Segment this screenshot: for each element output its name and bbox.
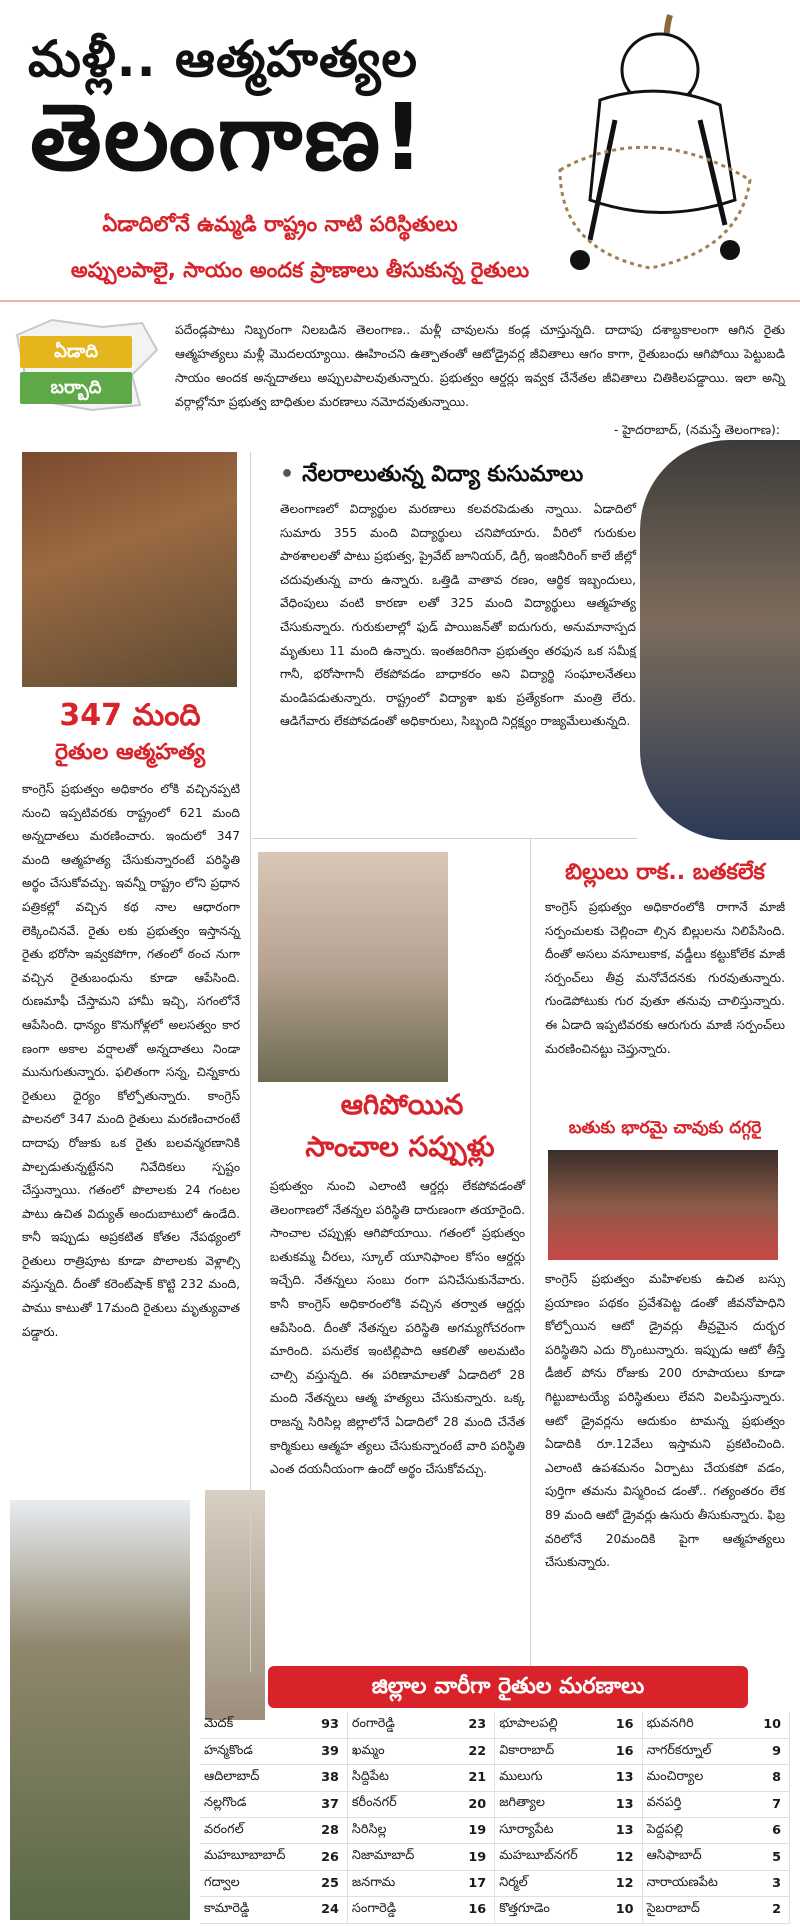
photo-auto-driver-family [548,1150,778,1260]
district-table [200,1712,790,1924]
weaver-story-body: ప్రభుత్వం నుంచి ఎలాంటి ఆర్డర్లు లేకపోవడంతో తెలంగాణలో నేతన్నల పరిస్థితి దారుణంగా తయారైంది. సాంచాల చప్పుళ్లు ఆగిపోయాయి. గతంలో ప్రభుత్వం బతుకమ్మ చీరలు, స్కూల్ యూనిఫాంల కోసం ఆర్డర్లు ఇచ్చేది. నేతన్నలు సంబు రంగా పనిచేసుకునేవారు. కానీ కాంగ్రెస్ అధికారంలోకి వచ్చిన తర్వాత ఆర్డర్లు ఆపేసింది. దీంతో నేతన్నల పరిస్థితి అగమ్యగోచరంగా మారింది. పనులేక ఇంటిల్లిపాది ఆకలితో అలమటిం చాల్సి వస్తున్నది. ఈ పరిణామాలతో ఏడాదిలో 28 మంది నేతన్నలు ఆత్మ హత్యలు చేసుకున్నారు. ఒక్క రాజన్న సిరిసిల్ల జిల్లాలోనే ఏడాదిలో 28 మంది చేనేత కార్మికులు ఆత్మహ త్యలు చేసుకున్నారంటే వారి పరిస్థితి ఎంత దయనీయంగా ఉందో అర్థం చేసుకోవచ్చు. [270,1179,525,1477]
district-death-count: 24 [295,1897,347,1923]
district-death-count: 25 [295,1870,347,1896]
masthead-divider [0,300,800,302]
weaver-story-title-1: ఆగిపోయిన [340,1088,464,1121]
district-name: వికారాబాద్ [495,1738,590,1764]
photo-weaver-body [258,852,448,1082]
farmer-story-body: కాంగ్రెస్ ప్రభుత్వం అధికారం లోకి వచ్చినప్పటి నుంచి ఇప్పటివరకు రాష్ట్రంలో 621 మంది అన్నదాతలు మరణించారు. ఇందులో 347 మంది ఆత్మహత్య చేసుకున్నారంటే పరిస్థితి అర్థం చేసుకోవచ్చు. ఇవన్నీ రాష్ట్రం లోని ప్రధాన పత్రికల్లో వచ్చిన కథ నాల ఆధారంగా లెక్కించినవే. రైతు లకు ప్రభుత్వం ఇస్తానన్న రైతు భరోసా ఇవ్వకపోగా, గతంలో ఠంచ నుగా వచ్చిన రైతుబంధును కూడా ఆపేసింది. రుణమాఫీ చేస్తామని హామీ ఇచ్చి, సగంలోనే ఆపేసింది. ధాన్యం కొనుగోళ్లలో అలసత్వం కార ణంగా అకాల వర్షాలతో అన్నదాతలు నిండా మునుగుతున్నారు. ఫలితంగా సన్న, చిన్నకారు రైతులు ధైర్యం కోల్పోతున్నారు. కాంగ్రెస్ పాలనలో 347 మంది రైతులు మరణించారంటే దాదాపు రోజుకు ఒక రైతు బలవన్మరణానికి పాల్పడుతున్నట్టేనని నివేదికలు స్పష్టం చేస్తున్నాయి. గతంలో పొలాలకు 24 గంటల పాటు ఉచిత విద్యుత్ అందుబాటులో ఉండేది. కానీ ఇప్పుడు అప్రకటిత కోతల నేపథ్యంలో రైతులు రాత్రిపూట కూడా పొలాలకు వెళ్లాల్సి వస్తున్నది. దీంతో కరెంట్‌షాక్ కొట్టి 232 మంది, పాము కాటుతో 17మంది రైతులు మృత్యువాత పడ్డారు. [22,782,240,1339]
district-death-count: 9 [737,1738,790,1764]
district-name: సైబరాబాద్ [642,1897,737,1923]
subheadline-1: ఏడాదిలోనే ఉమ్మడి రాష్ట్రం నాటి పరిస్థితులు [102,212,458,236]
auto-driver-story-body: కాంగ్రెస్ ప్రభుత్వం మహిళలకు ఉచిత బస్సు ప్రయాణం పథకం ప్రవేశపెట్ట డంతో జీవనోపాధిని కోల్పోయిన ఆటో డ్రైవర్లు తీవ్రమైన దుర్భర పరిస్థితిని ఎదు ర్కొంటున్నారు. ఇప్పుడు ఆటో తీస్తే డీజిల్ పోను రోజుకు 200 రూపాయలు కూడా గిట్టుబాటయ్యే పరిస్థితులు లేవని విలపిస్తున్నారు. ఆటో డ్రైవర్లను ఆదుకుం టామన్న ప్రభుత్వం ఏడాదికి రూ.12వేలు ఇస్తామని ప్రకటించింది. ఎలాంటి ఉపశమనం ఏర్పాటు చేయకపో వడం, పుర్తిగా తమను విస్మరించ డంతో.. గత్యంతరం లేక 89 మంది ఆటో డ్రైవర్లు ఉసురు తీసుకున్నారు. ఫిబ్ర వరిలోనే 20మందికి పైగా ఆత్మహత్యలు చేసుకున్నారు. [545,1272,785,1570]
table-row [200,1897,790,1923]
district-name: వరంగల్ [200,1818,295,1844]
district-death-count: 5 [737,1844,790,1870]
sarpanch-story-body: కాంగ్రెస్ ప్రభుత్వం అధికారంలోకి రాగానే మాజీ సర్పంచులకు చెల్లించా ల్సిన బిల్లులను నిలిపేసింది. దీంతో అసలు వసూలుకాక, వడ్డీలు కట్టుకోలేక మాజీ సర్పంచ్‌లు తీవ్ర మనోవేదనకు గురవుతున్నారు. గుండెపోటుకు గుర వుతూ తనువు చాలిస్తున్నారు. ఈ ఏడాది ఇప్పటివరకు ఆరుగురు మాజీ సర్పంచ్‌లు మరణించినట్టు చెప్తున్నారు. [545,900,785,1056]
sarpanch-story-title: బిల్లులు రాక.. బతకలేక [565,860,765,885]
district-name: కొత్తగూడెం [495,1897,590,1923]
district-death-count: 13 [590,1791,642,1817]
district-name: మహబూబ్‌నగర్ [495,1844,590,1870]
district-name: పెద్దపల్లి [642,1818,737,1844]
district-name: నల్లగొండ [200,1791,295,1817]
district-death-count: 8 [737,1765,790,1791]
column-rule [530,838,531,1668]
district-name: ములుగు [495,1765,590,1791]
district-death-count: 16 [442,1897,494,1923]
photo-police-inquest [10,1500,190,1920]
district-death-count: 2 [737,1897,790,1923]
column-rule [250,452,251,1672]
district-name: కరీంనగర్ [347,1791,442,1817]
dateline: - హైదరాబాద్, (నమస్తే తెలంగాణ): [613,422,780,437]
district-death-count: 10 [590,1897,642,1923]
intro-paragraph: పదేండ్లపాటు నిబ్బరంగా నిలబడిన తెలంగాణ.. మళ్లీ చావులను కండ్ల చూస్తున్నది. దాదాపు దశాబ్దకాలంగా ఆగిన రైతు ఆత్మహత్యలు మళ్లీ మొదలయ్యాయి. ఊహించని ఉత్పాతంతో ఆటోడ్రైవర్ల జీవితాలు ఆగం కాగా, రైతుబంధు ఆగిపోయి పెట్టుబడి సాయం అందక అన్నదాతలు అప్పులపాలవుతున్నారు. ప్రభుత్వం ఆర్డర్లు ఇవ్వక చేనేతల జీవితాలు చితికిలపడ్డాయి. ఇలా అన్ని వర్గాల్లోనూ ప్రభుత్వ బాధితుల మరణాలు నమోదవుతున్నాయి. [175,322,785,409]
district-death-count: 26 [295,1844,347,1870]
district-death-count: 13 [590,1765,642,1791]
district-name: మెదక్ [200,1712,295,1738]
weaver-story-title-2: సాంచాల సప్పుళ్లు [305,1130,495,1163]
district-death-count: 16 [590,1738,642,1764]
district-death-count: 20 [442,1791,494,1817]
district-name: నాగర్‌కర్నూల్ [642,1738,737,1764]
district-name: కామారెడ్డి [200,1897,295,1923]
district-death-count: 21 [442,1765,494,1791]
district-name: ఖమ్మం [347,1738,442,1764]
district-name: మంచిర్యాల [642,1765,737,1791]
district-name: సిద్దిపేట [347,1765,442,1791]
table-row [200,1791,790,1817]
photo-hanging-sketch [205,1490,265,1720]
district-death-count: 22 [442,1738,494,1764]
district-name: హన్మకొండ [200,1738,295,1764]
table-row [200,1818,790,1844]
table-row [200,1712,790,1738]
district-death-count: 12 [590,1870,642,1896]
district-death-count: 23 [442,1712,494,1738]
district-death-count: 6 [737,1818,790,1844]
district-name: నిజామాబాద్ [347,1844,442,1870]
district-death-count: 38 [295,1765,347,1791]
series-badge-bottom: బర్బాది [20,372,132,404]
district-death-count: 13 [590,1818,642,1844]
district-death-count: 17 [442,1870,494,1896]
district-death-count: 28 [295,1818,347,1844]
district-death-count: 3 [737,1870,790,1896]
district-name: సూర్యాపేట [495,1818,590,1844]
district-name: వనపర్తి [642,1791,737,1817]
district-death-count: 16 [590,1712,642,1738]
headline-line1: మళ్లీ.. ఆత్మహత్యల [28,30,418,88]
table-row [200,1870,790,1896]
district-name: గద్వాల [200,1870,295,1896]
district-name: జగిత్యాల [495,1791,590,1817]
farmer-story-title: రైతుల ఆత్మహత్య [54,740,206,765]
district-name: భువనగిరి [642,1712,737,1738]
table-row [200,1844,790,1870]
district-name: భూపాలపల్లి [495,1712,590,1738]
headline-line2: తెలంగాణ! [30,84,427,191]
district-name: జనగామ [347,1870,442,1896]
series-badge-top: ఏడాది [20,336,132,368]
district-table-title: జిల్లాల వారీగా రైతుల మరణాలు [268,1666,748,1708]
district-death-count: 39 [295,1738,347,1764]
district-name: మహబూబాబాద్ [200,1844,295,1870]
district-name: ఆసిఫాబాద్ [642,1844,737,1870]
district-death-count: 7 [737,1791,790,1817]
district-death-count: 19 [442,1844,494,1870]
table-row [200,1738,790,1764]
district-name: నిర్మల్ [495,1870,590,1896]
district-name: సిరిసిల్ల [347,1818,442,1844]
district-name: సంగారెడ్డి [347,1897,442,1923]
farmer-story-number: 347 మంది [59,698,201,733]
district-death-count: 93 [295,1712,347,1738]
district-name: నారాయణపేట [642,1870,737,1896]
subheadline-2: అప్పులపాలై, సాయం అందక ప్రాణాలు తీసుకున్న రైతులు [70,258,530,282]
district-death-count: 19 [442,1818,494,1844]
photo-grieving-woman [22,452,237,687]
district-name: రంగారెడ్డి [347,1712,442,1738]
row-rule [252,838,637,839]
table-row [200,1765,790,1791]
student-story-title: • నేలరాలుతున్న విద్యా కుసుమాలు [280,462,583,492]
district-name: ఆదిలాబాద్ [200,1765,295,1791]
photo-student-body [640,440,800,840]
district-death-count: 12 [590,1844,642,1870]
auto-driver-story-title: బతుకు భారమై చావుకు దగ్గరై [568,1118,762,1138]
district-death-count: 10 [737,1712,790,1738]
student-story-body: తెలంగాణలో విద్యార్థుల మరణాలు కలవరపెడుతు న్నాయి. ఏడాదిలో సుమారు 355 మంది విద్యార్థులు చనిపోయారు. వీరిలో గురుకుల పాఠశాలలతో పాటు ప్రభుత్వ, ప్రైవేట్ జూనియర్, డిగ్రీ, ఇంజినీరింగ్ కాలే జీల్లో చదువుతున్న వారు ఉన్నారు. ఒత్తిడి వాతావ రణం, ఆర్థిక ఇబ్బందులు, వేధింపులు వంటి కారణా లతో 325 మంది విద్యార్థులు ఆత్మహత్య చేసుకున్నారు. గురుకులాల్లో ఫుడ్ పాయిజన్‌తో ఐదుగురు, అనుమానాస్పద మృతులు 11 మంది ఉన్నారు. ఇంతజరిగినా ప్రభుత్వం తరఫున ఒక సమీక్ష గానీ, భరోసాగానీ లేకపోవడం బాధాకరం అని విద్యార్థి సంఘాలనేతలు మండిపడుతున్నారు. రాష్ట్రంలో విద్యాశా ఖకు ప్రత్యేకంగా మంత్రి లేరు. ఆడిగేవారు లేకపోవడంతో అధికారులు, సిబ్బంది నిర్లక్ష్యం రాజ్యమేలుతున్నది. [280,502,636,729]
district-death-count: 37 [295,1791,347,1817]
